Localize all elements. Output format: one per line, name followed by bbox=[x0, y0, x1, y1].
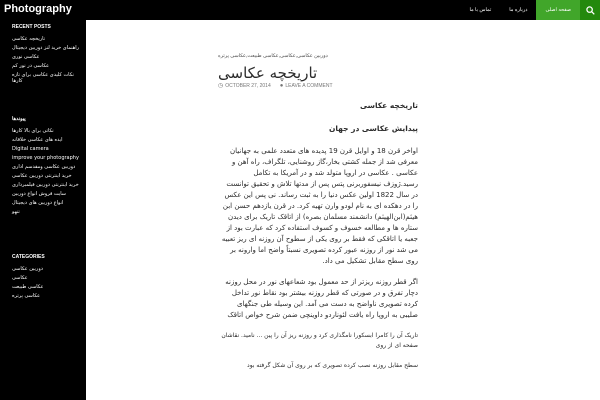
nav-item-about[interactable]: درباره ما bbox=[509, 7, 528, 13]
category-link[interactable]: عکاسی پرتره bbox=[12, 293, 41, 299]
clock-icon: ◷ bbox=[218, 83, 224, 89]
post-content bbox=[218, 100, 418, 381]
link-item[interactable]: دوربین عکاسی ومقدسم اداری bbox=[12, 164, 76, 170]
recent-post-link[interactable]: عکاسی نوری bbox=[12, 54, 40, 60]
search-toggle[interactable] bbox=[580, 0, 600, 20]
main-content bbox=[86, 20, 600, 400]
recent-posts-list bbox=[12, 36, 84, 84]
post-date[interactable]: OCTOBER 27, 2014 bbox=[225, 82, 271, 89]
primary-nav bbox=[460, 0, 600, 20]
recent-post-link[interactable]: راهنمای خرید لنز دوربین دیجیتال bbox=[12, 45, 80, 51]
site-title[interactable]: Photography bbox=[4, 3, 72, 15]
link-item[interactable]: نکاتی برای بالا کارها bbox=[12, 128, 54, 134]
link-item[interactable]: Digital camera bbox=[12, 146, 49, 152]
link-item[interactable]: ایده های عکاسی خلاقانه bbox=[12, 137, 63, 143]
links-widget bbox=[12, 116, 84, 218]
post-title[interactable]: تاریخچه عکاسی bbox=[218, 64, 318, 82]
post-meta bbox=[218, 82, 333, 89]
post-categories[interactable]: دوربین عکاسی,عکاسی,عکاسی طبیعت,عکاسی پرتره bbox=[218, 53, 328, 59]
links-list bbox=[12, 128, 84, 215]
nav-item-home[interactable]: صفحه اصلی bbox=[536, 0, 580, 20]
category-link[interactable]: عکاسی bbox=[12, 275, 28, 281]
recent-post-link[interactable]: تاریخچه عکاسی bbox=[12, 36, 46, 42]
content-paragraph: اگر قطر روزنه ریزتر از حد معمول بود شعاعهای نور در محل روزنه دچار تفرق و در صورتی که قطر روزنه بیشتر بود نقاط نور تداخل کرده تصویری ناواضح به دست می آمد. این وسیله طی جنگهای صلیبی به اروپا راه یافت لئوناردو داوینچی ضمن شرح خواص اتاقک bbox=[225, 278, 418, 319]
widget-title: RECENT POSTS bbox=[12, 24, 51, 30]
link-item[interactable]: انواع دوربین های دیجیتال bbox=[12, 200, 64, 206]
content-heading: تاریخچه عکاسی bbox=[359, 101, 418, 110]
link-item[interactable]: سایت فروش انواع دوربین bbox=[12, 191, 66, 197]
recent-post-link[interactable]: نکات کلیدی عکاسی برای تازه کارها bbox=[12, 72, 74, 84]
link-item[interactable]: تنهو bbox=[12, 209, 20, 215]
content-paragraph: اواخر قرن 18 و اوایل قرن 19 پدیده های متعدد علمی به جهانیان معرفی شد از جمله کشتی بخار،گاز روشنایی، تلگراف، راه آهن و عکاسی . عکاسی در اروپا متولد شد و در آمریکا به تکامل رسید.ژوزف نیسفوربرنی پتس پس از مدتها تلاش و تحقیق توانست در سال 1822 اولین عکس دنیا را به ثبت رساند. نی پس این عکس را در دهکده ای به نام لودو وارن تهیه کرد. در قرن یازدهم حسن ابن هیثم(ابن‌الهیثم) دانشمند مسلمان بصره) از اتاقک تاریک برای دیدن ستاره ها و مطالعه خسوف و کسوف استفاده کرد که عبارت بود از جعبه یا اتاقکی که فقط بر روی یکی از سطوح آن روزنه ای ریز تعبیه می شد نور از روزنه عبور کرده تصویری نسبتاً واضح اما وارونه بر روی سطح مقابل تشکیل می داد. bbox=[221, 147, 418, 265]
nav-item-contact[interactable]: تماس با ما bbox=[469, 7, 492, 13]
widget-title: CATEGORIES bbox=[12, 254, 45, 260]
categories-list bbox=[12, 266, 84, 299]
recent-posts-widget bbox=[12, 24, 84, 87]
site-header bbox=[0, 0, 600, 20]
leave-comment-link[interactable]: LEAVE A COMMENT bbox=[285, 82, 333, 89]
recent-post-link[interactable]: عکاسی در نور کم bbox=[12, 63, 50, 69]
category-link[interactable]: عکاسی طبیعت bbox=[12, 284, 44, 290]
link-item[interactable]: improve your photography bbox=[12, 155, 79, 161]
categories-widget bbox=[12, 254, 84, 302]
sidebar bbox=[0, 20, 86, 400]
content-paragraph: تاریک آن را کامرا ابسکورا نامگذاری کرد و روزنه ریز آن را پین ... نامید. نقاشان صفحه ای از روی bbox=[221, 332, 418, 349]
search-icon bbox=[586, 6, 595, 15]
category-link[interactable]: دوربین عکاسی bbox=[12, 266, 43, 272]
comment-icon: ● bbox=[279, 82, 284, 89]
link-item[interactable]: خرید اینترنتی دوربین فیلمبرداری bbox=[12, 182, 79, 188]
widget-title: پیوندها bbox=[12, 116, 26, 122]
link-item[interactable]: خرید اینترنتی دوربین عکاسی bbox=[12, 173, 72, 179]
content-paragraph: سطح مقابل روزنه نصب کرده تصویری که بر روی آن شکل گرفته بود bbox=[247, 362, 418, 369]
content-subheading: پیدایش عکاسی در جهان bbox=[328, 124, 418, 133]
